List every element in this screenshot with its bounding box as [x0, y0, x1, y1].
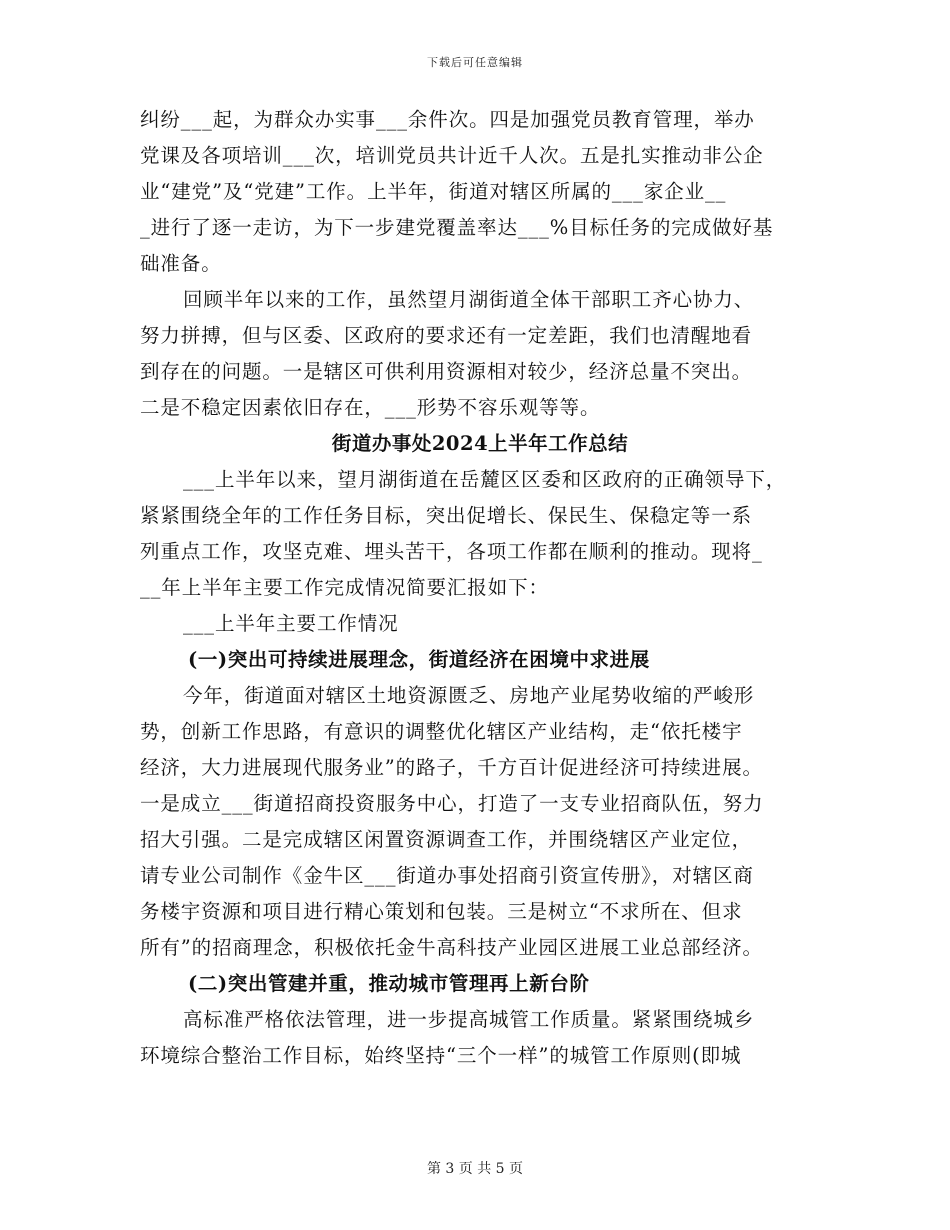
page-header-note: 下载后可任意编辑 [427, 56, 523, 69]
body-line: 纠纷___起，为群众办实事___余件次。四是加强党员教育管理，举办 [140, 108, 755, 131]
page-number-footer: 第 3 页 共 5 页 [426, 1161, 524, 1177]
body-line: 请专业公司制作《金牛区___街道办事处招商引资宣传册》，对辖区商 [140, 864, 754, 887]
section-heading: (二)突出管建并重，推动城市管理再上新台阶 [188, 972, 590, 995]
paragraph-start-line: 回顾半年以来的工作，虽然望月湖街道全体干部职工齐心协力、 [183, 288, 755, 311]
body-line: 业“建党”及“党建”工作。上半年，街道对辖区所属的___家企业__ [140, 180, 727, 203]
body-line: 环境综合整治工作目标，始终坚持“三个一样”的城管工作原则(即城 [140, 1044, 742, 1067]
body-line: 经济，大力进展现代服务业”的路子，千方百计促进经济可持续进展。 [140, 756, 763, 779]
paragraph-start-line: 高标准严格依法管理，进一步提高城管工作质量。紧紧围绕城乡 [183, 1008, 755, 1031]
paragraph-start-line: 今年，街道面对辖区土地资源匮乏、房地产业尾势收缩的严峻形 [183, 684, 755, 707]
body-line: 一是成立___街道招商投资服务中心，打造了一支专业招商队伍，努力 [140, 792, 764, 815]
body-line: 础准备。 [140, 252, 222, 275]
document-title: 街道办事处2024上半年工作总结 [331, 432, 629, 455]
body-line: 务楼宇资源和项目进行精心策划和包装。三是树立“不求所在、但求 [140, 900, 743, 923]
body-line: 紧紧围绕全年的工作任务目标，突出促增长、保民生、保稳定等一系 [140, 504, 753, 527]
body-line: 努力拼搏，但与区委、区政府的要求还有一定差距，我们也清醒地看 [140, 324, 753, 347]
body-line: 势，创新工作思路，有意识的调整优化辖区产业结构，走“依托楼宇 [140, 720, 743, 743]
body-line: 所有”的招商理念，积极依托金牛高科技产业园区进展工业总部经济。 [140, 936, 763, 959]
section-heading: (一)突出可持续进展理念，街道经济在困境中求进展 [188, 648, 650, 671]
body-line: _进行了逐一走访，为下一步建党覆盖率达___%目标任务的完成做好基 [140, 216, 774, 239]
document-body [140, 102, 810, 1074]
body-line: 招大引强。二是完成辖区闲置资源调查工作，并围绕辖区产业定位， [140, 828, 753, 851]
body-line: 党课及各项培训___次，培训党员共计近千人次。五是扎实推动非公企 [140, 144, 764, 167]
body-line: 列重点工作，攻坚克难、埋头苦干，各项工作都在顺利的推动。现将_ [140, 540, 763, 563]
body-line: 到存在的问题。一是辖区可供利用资源相对较少，经济总量不突出。 [140, 360, 753, 383]
paragraph-start-line: ___上半年以来，望月湖街道在岳麓区区委和区政府的正确领导下， [183, 468, 787, 491]
body-line: 二是不稳定因素依旧存在，___形势不容乐观等等。 [140, 396, 601, 419]
section-label: ___上半年主要工作情况 [183, 612, 399, 635]
body-line: __年上半年主要工作完成情况简要汇报如下： [140, 576, 549, 599]
